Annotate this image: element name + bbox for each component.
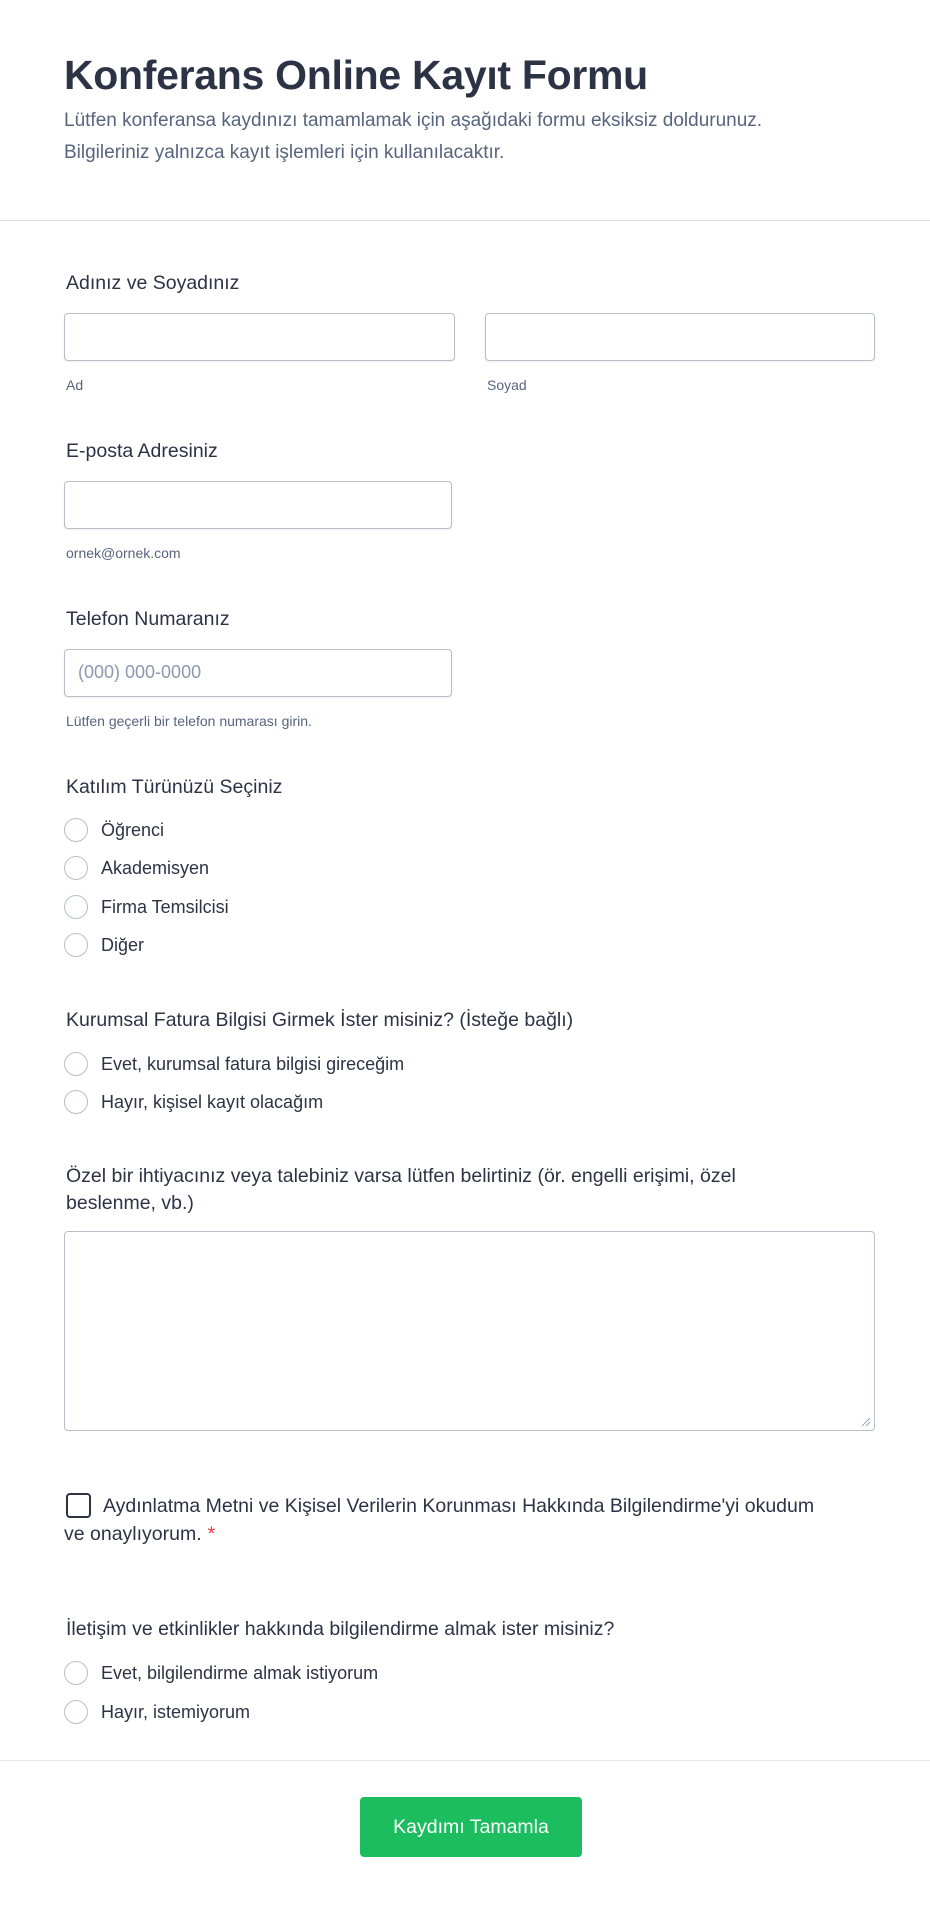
footer-divider [0, 1760, 930, 1761]
phone-input[interactable] [64, 649, 452, 697]
radio-option-diger[interactable] [64, 932, 144, 958]
page-subtitle-line2: Bilgileriniz yalnızca kayıt işlemleri için kullanılacaktır. [64, 142, 505, 163]
phone-hint: Lütfen geçerli bir telefon numarası girin. [66, 713, 312, 729]
name-label: Adınız ve Soyadınız [66, 272, 240, 294]
newsletter-label: İletişim ve etkinlikler hakkında bilgilendirme almak ister misiniz? [66, 1618, 615, 1640]
radio-label: Öğrenci [101, 819, 165, 840]
phone-placeholder: (000) 000-0000 [78, 662, 202, 682]
radio-option-newsletter-yes[interactable] [64, 1660, 378, 1686]
last-name-input[interactable] [485, 313, 875, 361]
email-sublabel: ornek@ornek.com [66, 545, 181, 561]
radio-button[interactable] [64, 1090, 88, 1114]
radio-label: Evet, bilgilendirme almak istiyorum [101, 1662, 379, 1683]
submit-button[interactable]: Kaydımı Tamamla [360, 1797, 582, 1857]
invoice-label: Kurumsal Fatura Bilgisi Girmek İster misiniz? (İsteğe bağlı) [66, 1009, 574, 1031]
consent-label: Aydınlatma Metni ve Kişisel Verilerin Korunması Hakkında Bilgilendirme'yi okudum ve onaylıyorum. [64, 1495, 815, 1545]
radio-label: Diğer [101, 934, 145, 955]
radio-option-newsletter-no[interactable] [64, 1699, 250, 1725]
radio-option-akademisyen[interactable] [64, 855, 209, 881]
consent-text [64, 1492, 824, 1548]
radio-label: Hayır, istemiyorum [101, 1701, 251, 1722]
radio-label: Firma Temsilcisi [101, 896, 229, 917]
special-needs-label: Özel bir ihtiyacınız veya talebiniz varsa lütfen belirtiniz (ör. engelli erişimi, özel beslenme, vb.) [66, 1165, 736, 1214]
radio-option-firma-temsilcisi[interactable] [64, 894, 229, 920]
last-name-sublabel: Soyad [487, 377, 527, 393]
radio-button[interactable] [64, 818, 88, 842]
first-name-input[interactable] [64, 313, 455, 361]
first-name-sublabel: Ad [66, 377, 84, 393]
required-asterisk: * [207, 1523, 216, 1545]
radio-button[interactable] [64, 856, 88, 880]
email-label: E-posta Adresiniz [66, 440, 218, 462]
radio-button[interactable] [64, 1661, 88, 1685]
special-needs-textarea[interactable] [64, 1231, 875, 1431]
resize-handle-icon[interactable] [862, 1418, 870, 1426]
radio-option-ogrenci[interactable] [64, 817, 164, 843]
participation-label: Katılım Türünüzü Seçiniz [66, 776, 283, 798]
email-input[interactable] [64, 481, 452, 529]
page-subtitle-line1: Lütfen konferansa kaydınızı tamamlamak için aşağıdaki formu eksiksiz doldurunuz. [64, 110, 763, 131]
phone-label: Telefon Numaranız [66, 608, 230, 630]
page-title: Konferans Online Kayıt Formu [64, 52, 648, 98]
radio-label: Akademisyen [101, 857, 210, 878]
radio-button[interactable] [64, 1052, 88, 1076]
radio-option-invoice-yes[interactable] [64, 1051, 404, 1077]
radio-label: Hayır, kişisel kayıt olacağım [101, 1091, 324, 1112]
radio-button[interactable] [64, 933, 88, 957]
header-divider [0, 220, 930, 221]
radio-option-invoice-no[interactable] [64, 1089, 323, 1115]
radio-label: Evet, kurumsal fatura bilgisi gireceğim [101, 1053, 405, 1074]
radio-button[interactable] [64, 1700, 88, 1724]
radio-button[interactable] [64, 895, 88, 919]
